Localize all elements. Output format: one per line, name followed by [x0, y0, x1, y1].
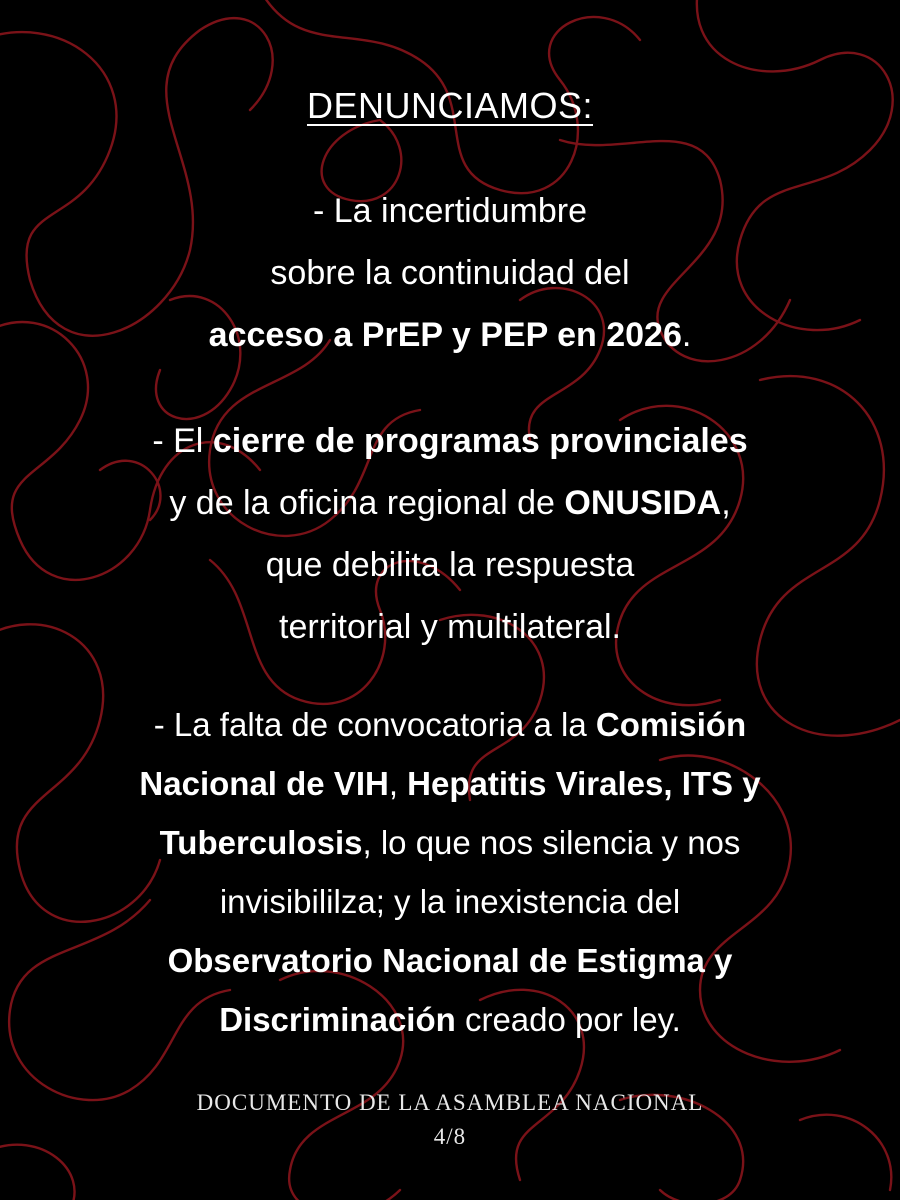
p3-bold-observatorio: Observatorio Nacional de Estigma y [167, 942, 733, 979]
p3-line-3 [20, 813, 880, 872]
p3-created-by-law: creado por ley. [455, 1001, 681, 1038]
paragraph-commission [20, 695, 880, 1049]
p2-regional-office: y de la oficina regional de [169, 484, 565, 522]
p1-bold-prep-pep: acceso a PrEP y PEP en 2026 [208, 316, 682, 354]
p3-line-4: invisibililza; y la inexistencia del [219, 883, 681, 920]
page-counter: 4/8 [433, 1124, 467, 1149]
p2-prefix: - El [152, 422, 213, 460]
p2-line-3: que debilita la respuesta [265, 546, 635, 584]
p3-bold-vih: Nacional de VIH [139, 765, 389, 802]
p3-silence: , lo que nos silencia y nos [362, 824, 741, 861]
p2-comma: , [721, 484, 731, 522]
p3-prefix: - La falta de convocatoria a la [153, 706, 596, 743]
p3-line-6 [20, 990, 880, 1049]
p3-bold-tuberculosis: Tuberculosis [159, 824, 363, 861]
p2-bold-onusida: ONUSIDA [564, 484, 722, 522]
p3-bold-discriminacion: Discriminación [219, 1001, 456, 1038]
footer-title: DOCUMENTO DE LA ASAMBLEA NACIONAL [196, 1090, 704, 1115]
paragraph-program-closure [20, 410, 880, 658]
p2-line-1 [20, 410, 880, 472]
p1-line-1: - La incertidumbre [312, 192, 587, 230]
heading: DENUNCIAMOS: [306, 85, 594, 126]
p2-line-2 [20, 472, 880, 534]
p3-line-5 [20, 931, 880, 990]
p3-line-1 [20, 695, 880, 754]
p3-comma: , [388, 765, 408, 802]
p1-line-2: sobre la continuidad del [270, 254, 630, 292]
p3-line-2 [20, 754, 880, 813]
p2-line-4: territorial y multilateral. [279, 608, 621, 646]
footer [0, 1086, 900, 1154]
p3-bold-hepatitis: Hepatitis Virales, ITS y [407, 765, 761, 802]
p2-bold-programs: cierre de programas provinciales [212, 422, 748, 460]
paragraph-prep-pep [20, 180, 880, 366]
p3-bold-comision: Comisión [595, 706, 747, 743]
p1-period: . [681, 316, 692, 354]
p1-line-3 [20, 304, 880, 366]
